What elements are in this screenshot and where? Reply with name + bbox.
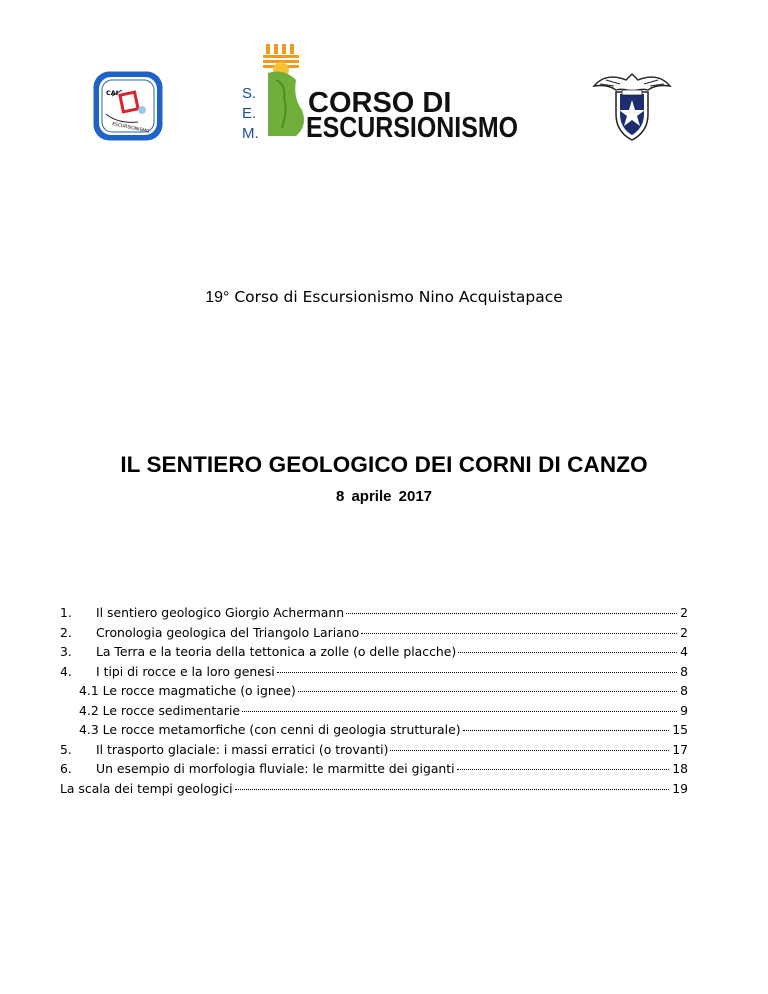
course-title-line xyxy=(0,288,768,307)
svg-text:E.: E. xyxy=(242,105,257,122)
toc-dot-leader xyxy=(458,652,677,653)
svg-text:S.: S. xyxy=(242,85,257,102)
course-title: Corso di Escursionismo Nino Acquistapace xyxy=(234,288,563,306)
svg-text:CORSO DI: CORSO DI xyxy=(308,87,452,119)
toc-entry-page: 18 xyxy=(672,761,688,776)
toc-entry-page: 8 xyxy=(680,663,688,679)
toc-entry-title: La Terra e la teoria della tettonica a zolle (o delle placche) xyxy=(96,644,457,659)
cai-escursionismo-logo xyxy=(92,70,164,142)
svg-text:M.: M. xyxy=(242,125,259,140)
document-title: IL SENTIERO GEOLOGICO DEI CORNI DI CANZO xyxy=(120,452,648,477)
toc-entry[interactable] xyxy=(60,722,688,742)
toc-dot-leader xyxy=(242,711,677,712)
toc-entry-page: 9 xyxy=(680,702,688,718)
toc-entry[interactable] xyxy=(60,664,688,684)
toc-entry-title: 4.3 Le rocce metamorfiche (con cenni di geologia strutturale) xyxy=(79,722,461,737)
toc-entry-page: 15 xyxy=(672,722,688,737)
toc-entry-number: 3. xyxy=(60,644,72,659)
toc-entry-title: Il trasporto glaciale: i massi erratici (o trovanti) xyxy=(96,741,389,757)
toc-entry[interactable] xyxy=(60,644,688,664)
toc-dot-leader xyxy=(346,613,677,614)
toc-entry-page: 8 xyxy=(680,683,688,698)
toc-entry[interactable] xyxy=(60,781,688,801)
toc-dot-leader xyxy=(361,633,677,634)
toc-entry[interactable] xyxy=(60,761,688,781)
toc-entry-number: 6. xyxy=(60,761,72,776)
toc-entry-title: Un esempio di morfologia fluviale: le marmitte dei giganti xyxy=(96,761,455,776)
toc-entry-title: La scala dei tempi geologici xyxy=(60,780,233,796)
toc-dot-leader xyxy=(390,750,669,751)
cai-eagle-star-emblem xyxy=(592,66,672,144)
toc-entry-title: Il sentiero geologico Giorgio Achermann xyxy=(96,605,345,620)
table-of-contents xyxy=(60,605,688,800)
toc-entry-page: 4 xyxy=(680,644,688,659)
toc-dot-leader xyxy=(463,730,670,731)
sem-corso-escursionismo-logo xyxy=(238,40,528,140)
course-number: 19° xyxy=(205,289,230,306)
toc-dot-leader xyxy=(457,769,670,770)
svg-text:CAI: CAI xyxy=(106,89,119,97)
toc-entry[interactable] xyxy=(60,703,688,723)
toc-dot-leader xyxy=(298,691,677,692)
svg-text:ESCURSIONISMO: ESCURSIONISMO xyxy=(111,121,150,135)
toc-entry-page: 2 xyxy=(680,624,688,640)
toc-entry-number: 5. xyxy=(60,741,72,757)
document-date: 8 aprile 2017 xyxy=(335,488,433,505)
toc-entry-title: 4.1 Le rocce magmatiche (o ignee) xyxy=(79,683,296,698)
toc-entry-number: 2. xyxy=(60,624,72,640)
toc-entry-title: I tipi di rocce e la loro genesi xyxy=(96,663,275,679)
toc-entry-number: 4. xyxy=(60,663,72,679)
toc-entry-page: 2 xyxy=(680,605,688,620)
toc-entry[interactable] xyxy=(60,605,688,625)
toc-entry[interactable] xyxy=(60,683,688,703)
toc-entry-page: 19 xyxy=(672,780,688,796)
svg-text:ESCURSIONISMO: ESCURSIONISMO xyxy=(306,112,518,140)
toc-entry[interactable] xyxy=(60,742,688,762)
toc-entry[interactable] xyxy=(60,625,688,645)
toc-entry-title: 4.2 Le rocce sedimentarie xyxy=(79,702,241,718)
toc-entry-title: Cronologia geologica del Triangolo Lariano xyxy=(96,624,360,640)
toc-entry-page: 17 xyxy=(672,741,688,757)
toc-dot-leader xyxy=(235,789,670,790)
toc-entry-number: 1. xyxy=(60,605,72,620)
toc-dot-leader xyxy=(277,672,677,673)
